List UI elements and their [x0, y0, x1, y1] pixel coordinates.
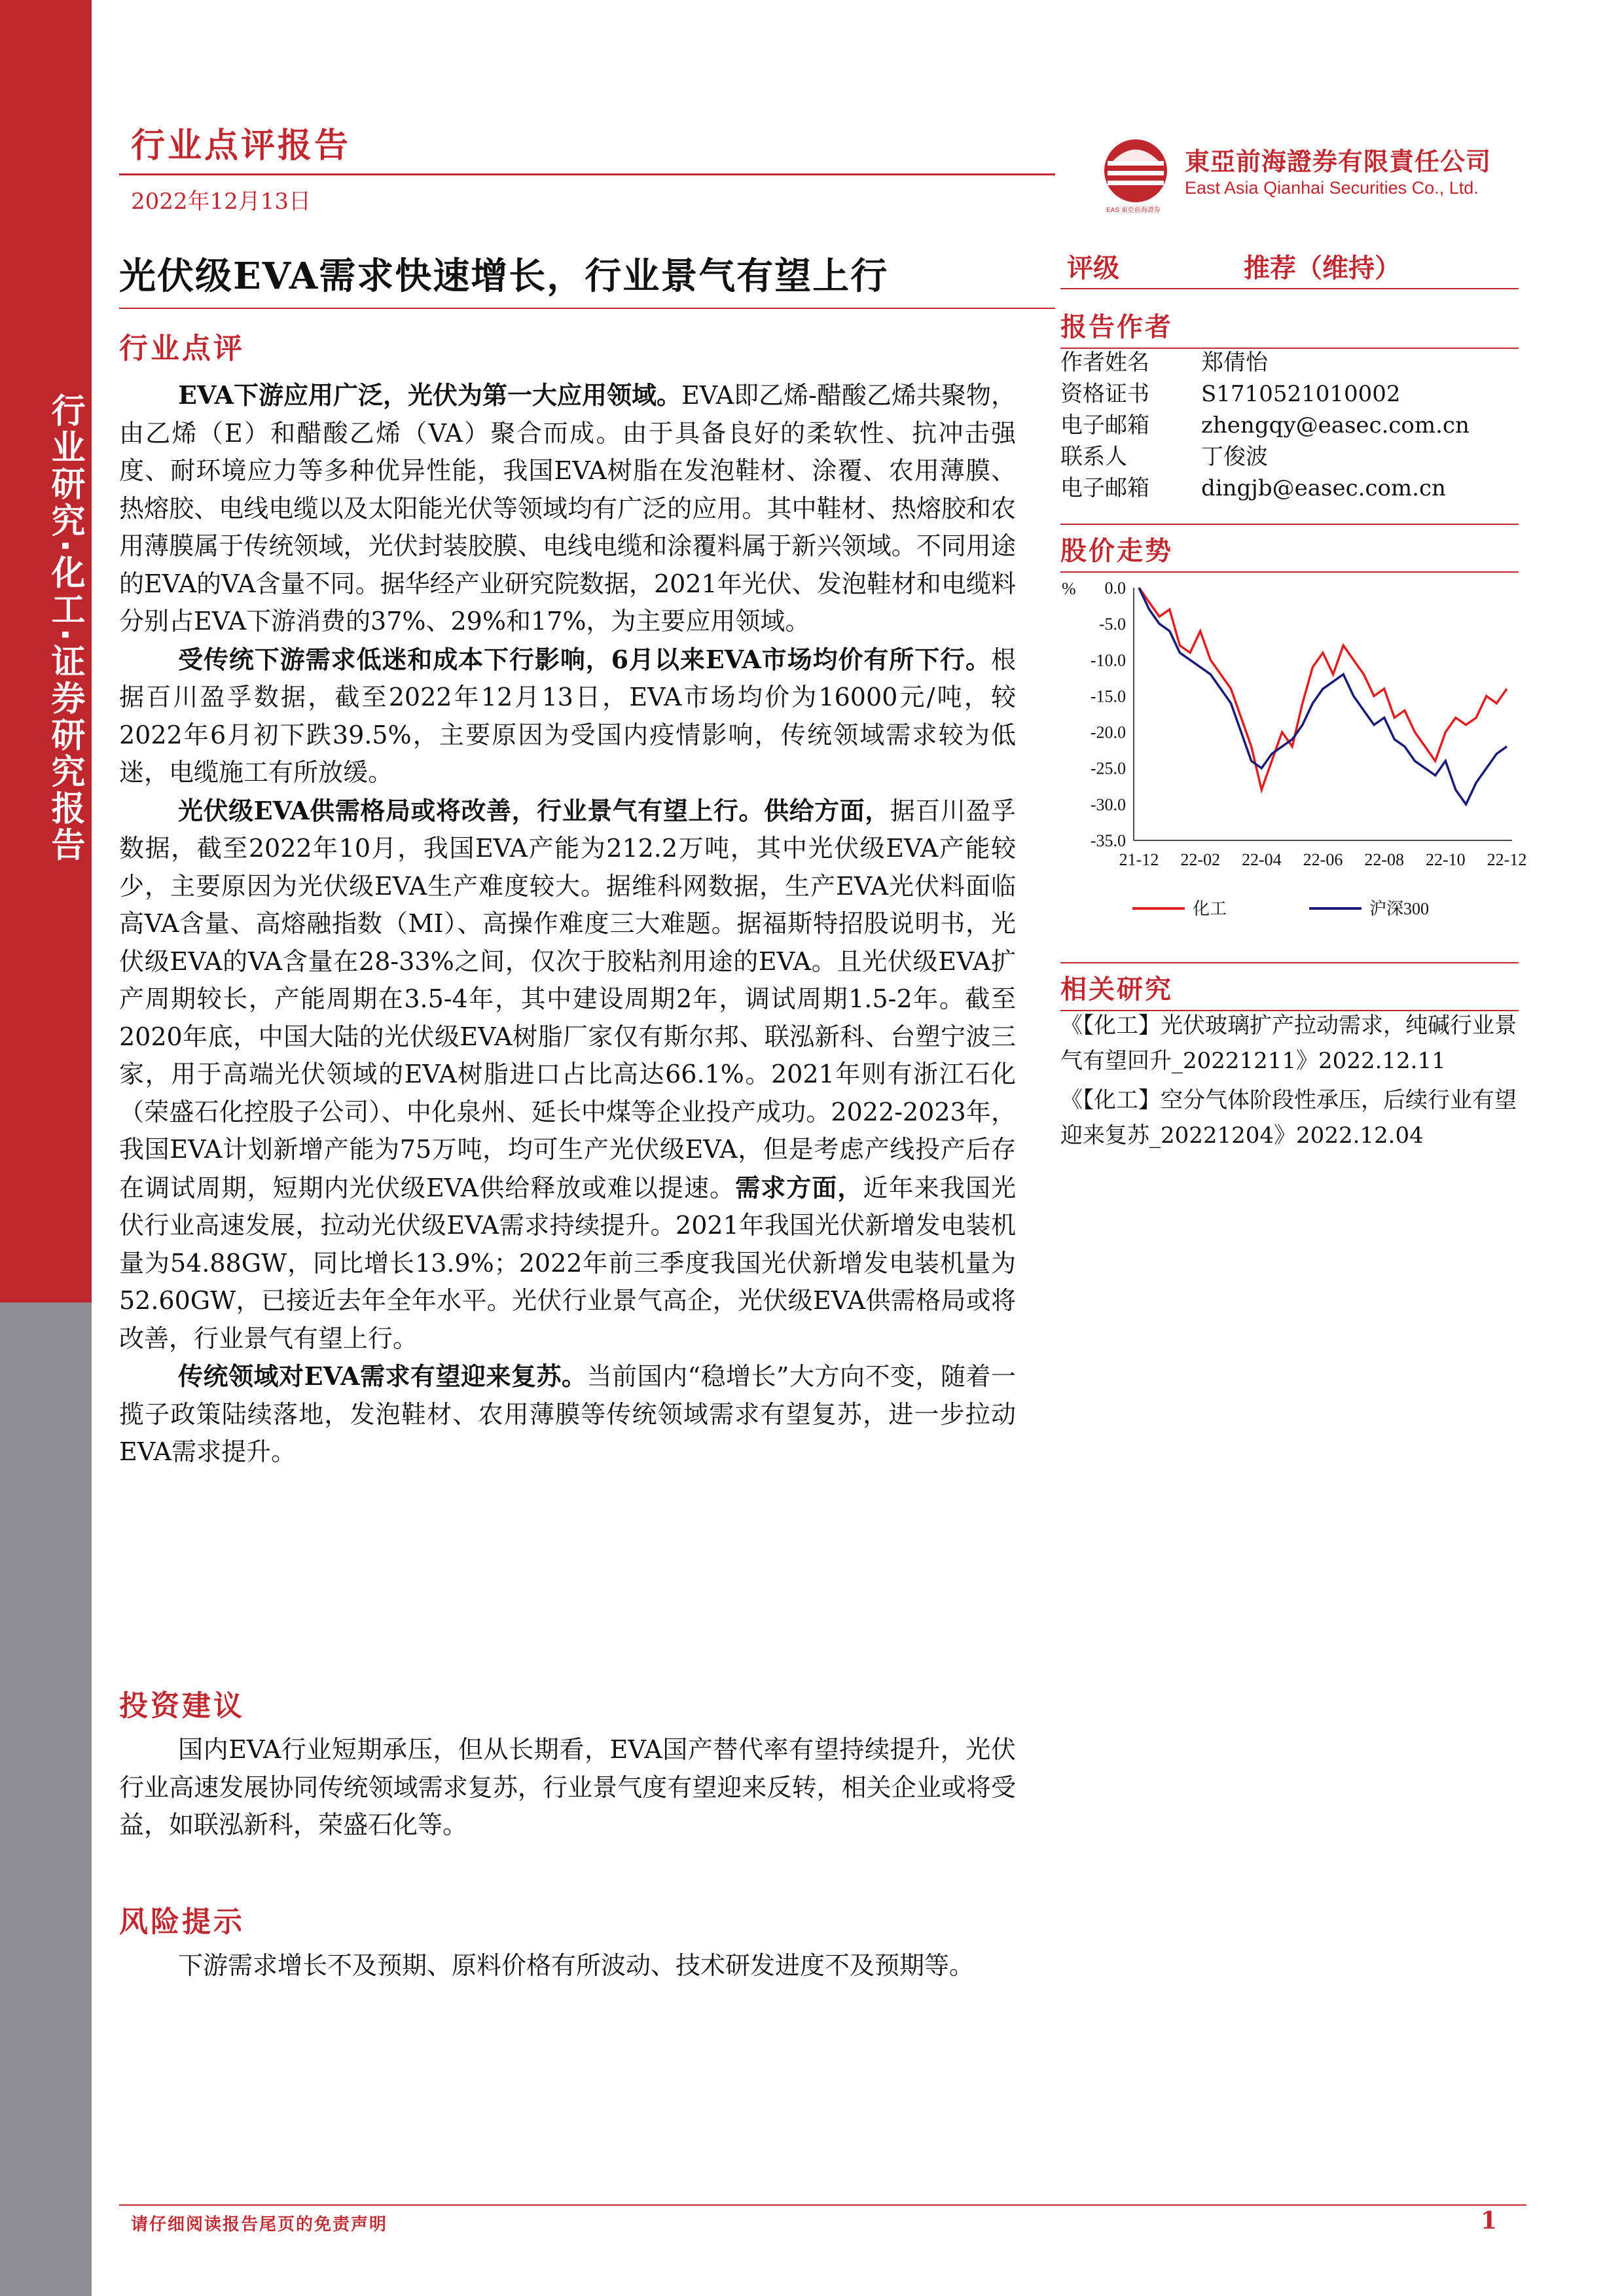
- author-row: [1060, 378, 1519, 410]
- rating-value: 推荐（维持）: [1244, 253, 1401, 283]
- logo-emblem-icon: [1100, 135, 1172, 207]
- report-type: 行业点评报告: [131, 126, 352, 166]
- stock-top-divider: [1060, 524, 1519, 525]
- stock-heading: 股价走势: [1060, 536, 1173, 566]
- paragraph-3: [119, 792, 1016, 1358]
- rating-row: [1060, 247, 1519, 300]
- sidebar-grey-band: [0, 1302, 92, 2296]
- paragraph-4: [119, 1357, 1016, 1471]
- author-value: zhengqy@easec.com.cn: [1201, 412, 1470, 439]
- related-top-divider: [1060, 962, 1519, 963]
- title-divider: [119, 308, 1055, 309]
- y-tick-label: 0.0: [1104, 579, 1126, 598]
- y-tick-label: -10.0: [1090, 651, 1126, 670]
- footer-divider: [119, 2204, 1526, 2206]
- author-key: 联系人: [1060, 444, 1127, 470]
- paragraph-2: [119, 641, 1016, 792]
- invest-paragraph: 国内EVA行业短期承压，但从长期看，EVA国产替代率有望持续提升，光伏行业高速发展协同传统领域需求复苏，行业景气度有望迎来反转，相关企业或将受益，如联泓新科，荣盛石化等。: [119, 1735, 1016, 1839]
- legend-label: 化工: [1193, 899, 1227, 918]
- report-title: 光伏级EVA需求快速增长，行业景气有望上行: [119, 255, 889, 298]
- x-tick-label: 22-10: [1425, 850, 1466, 869]
- header-divider: [119, 173, 1055, 175]
- section-review-heading: 行业点评: [119, 332, 245, 365]
- y-tick-label: -15.0: [1090, 687, 1126, 706]
- rating-label: 评级: [1067, 253, 1119, 283]
- company-logo: [1100, 131, 1597, 223]
- company-name: 東亞前海證券有限責任公司: [1185, 147, 1492, 176]
- p3-lead-2: 需求方面，: [735, 1172, 863, 1202]
- logo-small-caption: EAS 東亞前海證券: [1106, 207, 1161, 214]
- related-heading: 相关研究: [1060, 975, 1173, 1005]
- author-row: [1060, 410, 1519, 441]
- page-number: 1: [1481, 2207, 1498, 2234]
- author-row: [1060, 347, 1519, 378]
- section-risk-heading: 风险提示: [119, 1905, 245, 1939]
- p2-lead: 受传统下游需求低迷和成本下行影响，6月以来EVA市场均价有所下行。: [178, 644, 991, 674]
- related-item[interactable]: 《【化工】空分气体阶段性承压，后续行业有望迎来复苏_20221204》2022.12.04: [1060, 1087, 1517, 1149]
- author-box: [1060, 306, 1519, 349]
- stock-chart: [1060, 563, 1532, 929]
- related-list: [1060, 1008, 1519, 1153]
- p2-text: 根据百川盈孚数据，截至2022年12月13日，EVA市场均价为16000元/吨，较2022年6月初下跌39.5%，主要原因为受国内疫情影响，传统领域需求较为低迷，电缆施工有所放缓。: [119, 645, 1016, 787]
- p3-lead: 光伏级EVA供需格局或将改善，行业景气有望上行。供给方面，: [178, 795, 890, 825]
- author-key: 电子邮箱: [1060, 412, 1149, 439]
- y-tick-label: -25.0: [1090, 759, 1126, 778]
- invest-body: [119, 1731, 1016, 1844]
- author-value: 丁俊波: [1201, 444, 1268, 470]
- related-item[interactable]: 《【化工】光伏玻璃扩产拉动需求，纯碱行业景气有望回升_20221211》2022.12.11: [1060, 1013, 1517, 1074]
- author-key: 电子邮箱: [1060, 475, 1149, 501]
- x-tick-label: 22-06: [1303, 850, 1343, 869]
- author-row: [1060, 441, 1519, 473]
- stock-chart-svg: [1060, 563, 1532, 929]
- x-tick-label: 22-04: [1241, 850, 1282, 869]
- risk-body: [119, 1947, 1016, 1985]
- p3-text-b: 近年来我国光伏行业高速发展，拉动光伏级EVA需求持续提升。2021年我国光伏新增发电装机量为54.88GW，同比增长13.9%；2022年前三季度我国光伏新增发电装机量为52.60GW，已接近去年全年水平。光伏行业景气高企，光伏级EVA供需格局或将改善，行业景气有望上行。: [119, 1173, 1016, 1353]
- p1-lead: EVA下游应用广泛，光伏为第一大应用领域。: [178, 380, 682, 410]
- x-tick-label: 22-02: [1180, 850, 1221, 869]
- author-heading: 报告作者: [1060, 312, 1173, 342]
- series-line-csi300: [1139, 588, 1507, 804]
- x-tick-label: 22-08: [1364, 850, 1405, 869]
- section-invest-heading: 投资建议: [119, 1689, 245, 1723]
- x-tick-label: 21-12: [1119, 850, 1159, 869]
- sidebar-label: 行业研究·化工·证券研究报告: [45, 393, 84, 864]
- author-value: S1710521010002: [1201, 381, 1401, 407]
- p4-text: 当前国内“稳增长”大方向不变，随着一揽子政策陆续落地，发泡鞋材、农用薄膜等传统领域需求有望复苏，进一步拉动EVA需求提升。: [119, 1362, 1017, 1466]
- report-date: 2022年12月13日: [131, 188, 312, 215]
- company-name-en: East Asia Qianhai Securities Co., Ltd.: [1185, 178, 1479, 198]
- x-tick-label: 22-12: [1487, 850, 1527, 869]
- p1-text: EVA即乙烯-醋酸乙烯共聚物，由乙烯（E）和醋酸乙烯（VA）聚合而成。由于具备良好的柔软性、抗冲击强度、耐环境应力等多种优异性能，我国EVA树脂在发泡鞋材、涂覆、农用薄膜、热熔胶、电线电缆以及太阳能光伏等领域均有广泛的应用。其中鞋材、热熔胶和农用薄膜属于传统领域，光伏封装胶膜、电线电缆和涂覆料属于新兴领域。不同用途的EVA的VA含量不同。据华经产业研究院数据，2021年光伏、发泡鞋材和电缆料分别占EVA下游消费的37%、29%和17%，为主要应用领域。: [119, 381, 1016, 636]
- author-list: [1060, 347, 1519, 504]
- author-value: 郑倩怡: [1201, 350, 1268, 376]
- author-row: [1060, 473, 1519, 504]
- y-tick-label: -20.0: [1090, 723, 1126, 742]
- p4-lead: 传统领域对EVA需求有望迎来复苏。: [178, 1361, 587, 1391]
- review-body: [119, 376, 1016, 1471]
- paragraph-1: [119, 376, 1016, 641]
- p3-text-a: 据百川盈孚数据，截至2022年10月，我国EVA产能为212.2万吨，其中光伏级EVA产能较少，主要原因为光伏级EVA生产难度较大。据维科网数据，生产EVA光伏料面临高VA含量、高熔融指数（MI）、高操作难度三大难题。据福斯特招股说明书，光伏级EVA的VA含量在28-33%之间，仅次于胶粘剂用途的EVA。且光伏级EVA扩产周期较长，产能周期在3.5-4年，其中建设周期2年，调试周期1.5-2年。截至2020年底，中国大陆的光伏级EVA树脂厂家仅有斯尔邦、联泓新科、台塑宁波三家，用于高端光伏领域的EVA树脂进口占比高达66.1%。2021年则有浙江石化（荣盛石化控股子公司）、中化泉州、延长中煤等企业投产成功。2022-2023年，我国EVA计划新增产能为75万吨，均可生产光伏级EVA，但是考虑产线投产后存在调试周期，短期内光伏级EVA供给释放或难以提速。: [119, 796, 1016, 1202]
- sidebar: [0, 0, 92, 2296]
- author-key: 作者姓名: [1060, 350, 1149, 376]
- rating-divider: [1060, 288, 1519, 289]
- y-tick-label: -35.0: [1090, 831, 1126, 850]
- y-tick-label: -30.0: [1090, 795, 1126, 814]
- disclaimer-note[interactable]: 请仔细阅读报告尾页的免责声明: [131, 2215, 388, 2234]
- related-box: [1060, 962, 1519, 1011]
- legend-label: 沪深300: [1369, 899, 1430, 918]
- author-key: 资格证书: [1060, 381, 1149, 407]
- risk-paragraph: 下游需求增长不及预期、原料价格有所波动、技术研发进度不及预期等。: [178, 1951, 975, 1980]
- chart-unit-label: %: [1062, 579, 1076, 598]
- y-tick-label: -5.0: [1098, 615, 1126, 634]
- author-value: dingjb@easec.com.cn: [1201, 475, 1446, 501]
